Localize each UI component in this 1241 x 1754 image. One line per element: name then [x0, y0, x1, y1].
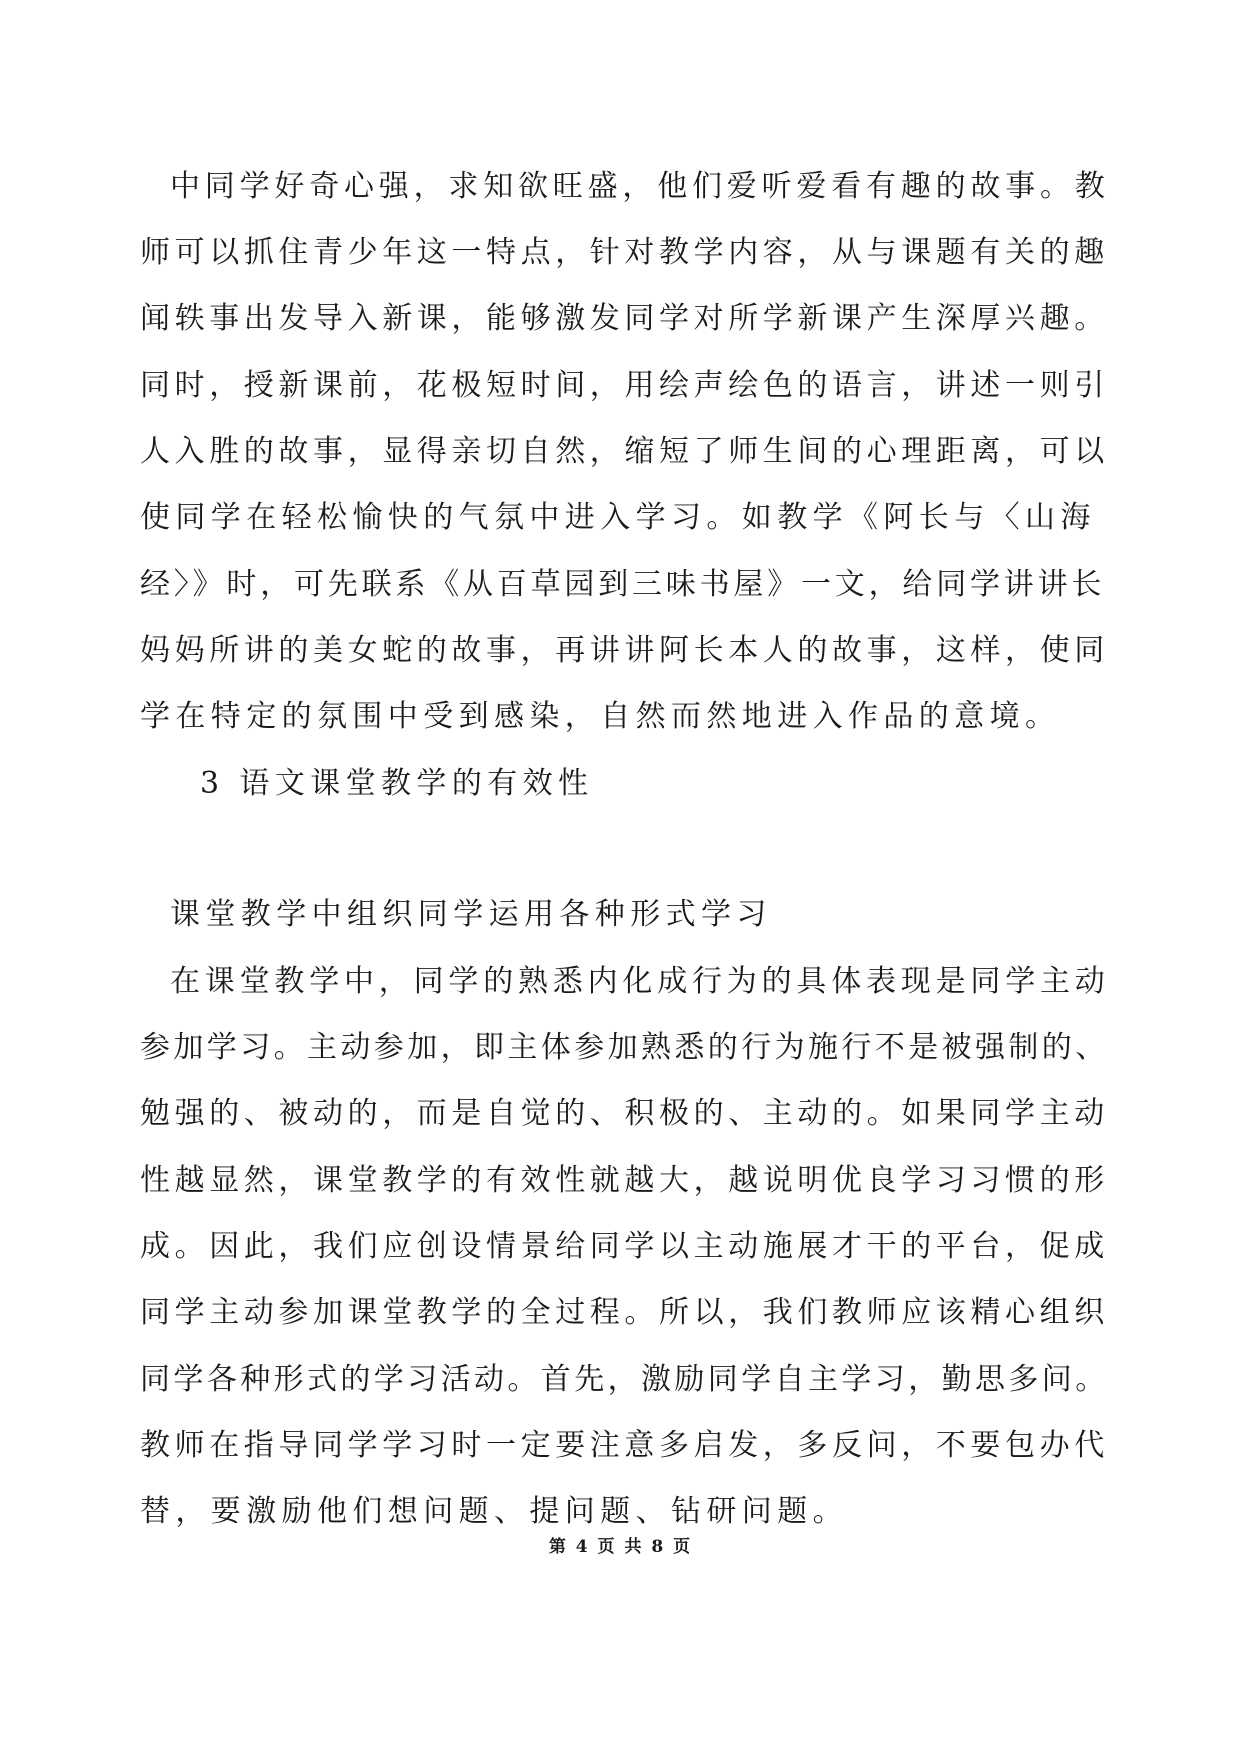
text-line: 学在特定的氛围中受到感染，自然而然地进入作品的意境。 — [140, 699, 1061, 734]
text-line: 人入胜的故事，显得亲切自然，缩短了师生间的心理距离，可以 — [140, 434, 1109, 469]
subheading: 课堂教学中组织同学运用各种形式学习 — [170, 897, 772, 932]
text-line: 使同学在轻松愉快的气氛中进入学习。如教学《阿长与〈山海 — [140, 500, 1096, 535]
text-line: 性越显然，课堂教学的有效性就越大，越说明优良学习习惯的形 — [140, 1163, 1109, 1198]
text-line: 同学各种形式的学习活动。首先，激励同学自主学习，勤思多问。 — [140, 1362, 1109, 1397]
text-line: 闻轶事出发导入新课，能够激发同学对所学新课产生深厚兴趣。 — [140, 301, 1109, 336]
text-line: 中同学好奇心强，求知欲旺盛，他们爱听爱看有趣的故事。教 — [170, 169, 1110, 204]
section-heading: 3 语文课堂教学的有效性 — [200, 766, 594, 801]
text-line: 替，要激励他们想问题、提问题、钻研问题。 — [140, 1494, 848, 1529]
text-line: 同学主动参加课堂教学的全过程。所以，我们教师应该精心组织 — [140, 1295, 1109, 1330]
text-line: 同时，授新课前，花极短时间，用绘声绘色的语言，讲述一则引 — [140, 368, 1109, 403]
text-line: 经〉》时，可先联系《从百草园到三味书屋》一文，给同学讲讲长 — [140, 567, 1106, 602]
text-line: 在课堂教学中，同学的熟悉内化成行为的具体表现是同学主动 — [170, 964, 1110, 999]
text-line: 参加学习。主动参加，即主体参加熟悉的行为施行不是被强制的、 — [140, 1030, 1109, 1065]
page-number-footer: 第 4 页 共 8 页 — [548, 1537, 693, 1557]
text-line: 勉强的、被动的，而是自觉的、积极的、主动的。如果同学主动 — [140, 1096, 1109, 1131]
text-line: 教师在指导同学学习时一定要注意多启发，多反问，不要包办代 — [140, 1428, 1109, 1463]
text-line: 师可以抓住青少年这一特点，针对教学内容，从与课题有关的趣 — [140, 235, 1109, 270]
text-line: 妈妈所讲的美女蛇的故事，再讲讲阿长本人的故事，这样，使同 — [140, 633, 1109, 668]
text-line: 成。因此，我们应创设情景给同学以主动施展才干的平台，促成 — [140, 1229, 1109, 1264]
